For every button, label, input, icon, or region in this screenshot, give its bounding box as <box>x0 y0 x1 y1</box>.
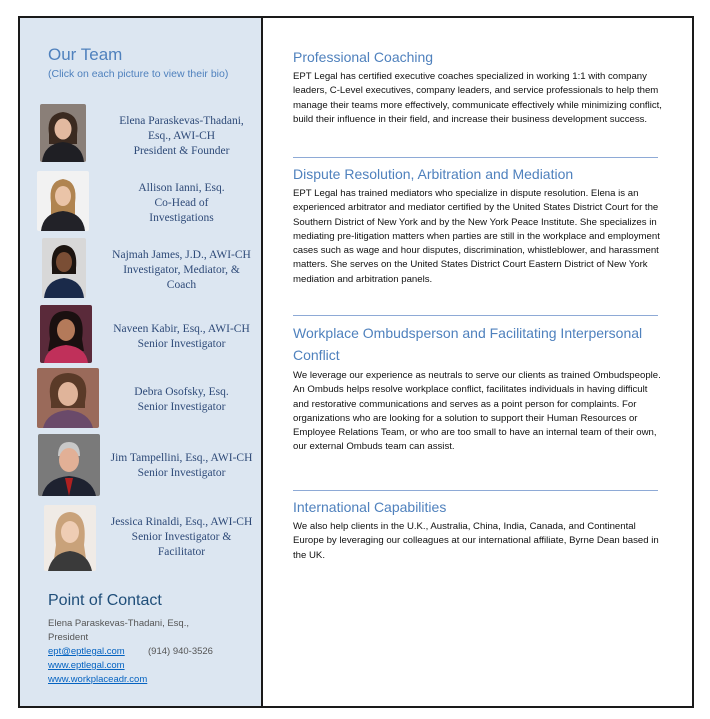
member-name: Naveen Kabir, Esq., AWI-CH <box>113 323 250 335</box>
member-photo-najmah[interactable] <box>42 238 86 298</box>
section-international-capabilities <box>293 497 663 563</box>
portrait-photo-icon <box>38 434 100 496</box>
member-name: Jessica Rinaldi, Esq., AWI-CH <box>110 515 253 528</box>
portrait-photo-icon <box>44 505 96 571</box>
member-info <box>104 505 259 569</box>
section-body: EPT Legal has trained mediators who specialize in dispute resolution. Elena is an experienced arbitrator and mediator certified by the United States District Court for the Southern District of New York and by the New York Peace Institute. She specializes in mediating pre-litigation matters when parties are still in the workplace and employment cases such as wage and hour disputes, discrimination, whistleblower, and harassment matters. She serves on the United States District Court Eastern District of New York mediation and arbitration panels. <box>293 188 660 285</box>
section-divider <box>293 315 658 316</box>
contact-title: President <box>48 632 89 643</box>
member-role: Coach <box>166 278 197 291</box>
team-member-najmah[interactable] <box>20 238 261 302</box>
member-info <box>104 305 259 369</box>
member-role: Investigations <box>149 211 214 224</box>
member-photo-elena[interactable] <box>40 104 86 162</box>
member-name: Jim Tampellini, Esq., AWI-CH <box>110 452 253 464</box>
section-body: We also help clients in the U.K., Australia, China, India, Canada, and Continental Europe by leveraging our colleagues at our international affiliate, Byrne Dean based in the UK. <box>293 521 659 561</box>
member-info <box>104 368 259 432</box>
team-member-jim[interactable] <box>20 434 261 498</box>
member-info <box>104 171 259 235</box>
member-photo-debra[interactable] <box>37 368 99 428</box>
member-info <box>104 104 259 168</box>
team-member-jessica[interactable] <box>20 505 261 569</box>
website-link-workplaceadr[interactable]: www.workplaceadr.com <box>48 674 148 685</box>
section-title: International Capabilities <box>293 499 447 515</box>
point-of-contact-title: Point of Contact <box>48 592 162 609</box>
team-title: Our Team <box>48 45 123 64</box>
team-subtitle: (Click on each picture to view their bio) <box>48 68 229 80</box>
member-photo-jim[interactable] <box>38 434 100 496</box>
member-name: Debra Osofsky, Esq. <box>134 386 229 398</box>
team-member-elena[interactable] <box>20 104 261 168</box>
contact-email-link[interactable]: ept@eptlegal.com <box>48 646 125 657</box>
section-divider <box>293 490 658 491</box>
section-divider <box>293 157 658 158</box>
portrait-photo-icon <box>40 104 86 162</box>
section-title: Dispute Resolution, Arbitration and Mediation <box>293 166 574 182</box>
member-role: Facilitator <box>157 545 206 558</box>
portrait-photo-icon <box>37 171 89 231</box>
member-credentials: Esq., AWI-CH <box>147 129 216 142</box>
main-content <box>263 18 692 706</box>
member-photo-naveen[interactable] <box>40 305 92 363</box>
member-role: Senior Investigator <box>137 401 226 413</box>
member-photo-allison[interactable] <box>37 171 89 231</box>
website-link-eptlegal[interactable]: www.eptlegal.com <box>48 660 125 671</box>
member-credentials: Co-Head of <box>154 196 209 209</box>
portrait-photo-icon <box>37 368 99 428</box>
member-credentials: Senior Investigator & <box>131 530 232 543</box>
member-name: Elena Paraskevas-Thadani, <box>119 114 244 127</box>
section-dispute-resolution <box>293 164 663 287</box>
member-photo-jessica[interactable] <box>44 505 96 571</box>
member-role: Senior Investigator <box>137 338 226 350</box>
section-professional-coaching <box>293 47 663 127</box>
member-role: Senior Investigator <box>137 467 226 479</box>
member-info <box>104 238 259 302</box>
team-member-allison[interactable] <box>20 171 261 235</box>
contact-phone: (914) 940-3526 <box>148 646 213 657</box>
section-body: EPT Legal has certified executive coaches specialized in working 1:1 with company leaders, C-Level executives, company leaders, and service professionals to help them manage their teams more effectively, communicate effectively while minimizing conflict, build their influence in their field, and increase their business development success. <box>293 71 662 125</box>
section-title: Workplace Ombudsperson and Facilitating Interpersonal Conflict <box>293 325 643 363</box>
member-info <box>104 434 259 498</box>
section-workplace-ombudsperson <box>293 322 663 455</box>
member-role: President & Founder <box>133 144 230 157</box>
contact-name: Elena Paraskevas-Thadani, Esq., <box>48 618 189 629</box>
section-title: Professional Coaching <box>293 49 434 65</box>
team-sidebar <box>20 18 263 706</box>
portrait-photo-icon <box>42 238 86 298</box>
page-frame <box>18 16 694 708</box>
member-credentials: Investigator, Mediator, & <box>123 263 240 276</box>
portrait-photo-icon <box>40 305 92 363</box>
team-member-naveen[interactable] <box>20 305 261 369</box>
section-body: We leverage our experience as neutrals to serve our clients as trained Ombudspeople. An Ombuds helps resolve workplace conflict, facilitates individuals in having difficult and restorative communications and serves as a point person for complaints. For organizations who are looking for a solution to support their Human Resources or Employee Relations Team, or who are too small to have an internal team of their own, our external Ombuds team can assist. <box>293 370 661 453</box>
team-member-debra[interactable] <box>20 368 261 432</box>
member-name: Najmah James, J.D., AWI-CH <box>112 248 251 261</box>
member-name: Allison Ianni, Esq. <box>138 181 225 194</box>
